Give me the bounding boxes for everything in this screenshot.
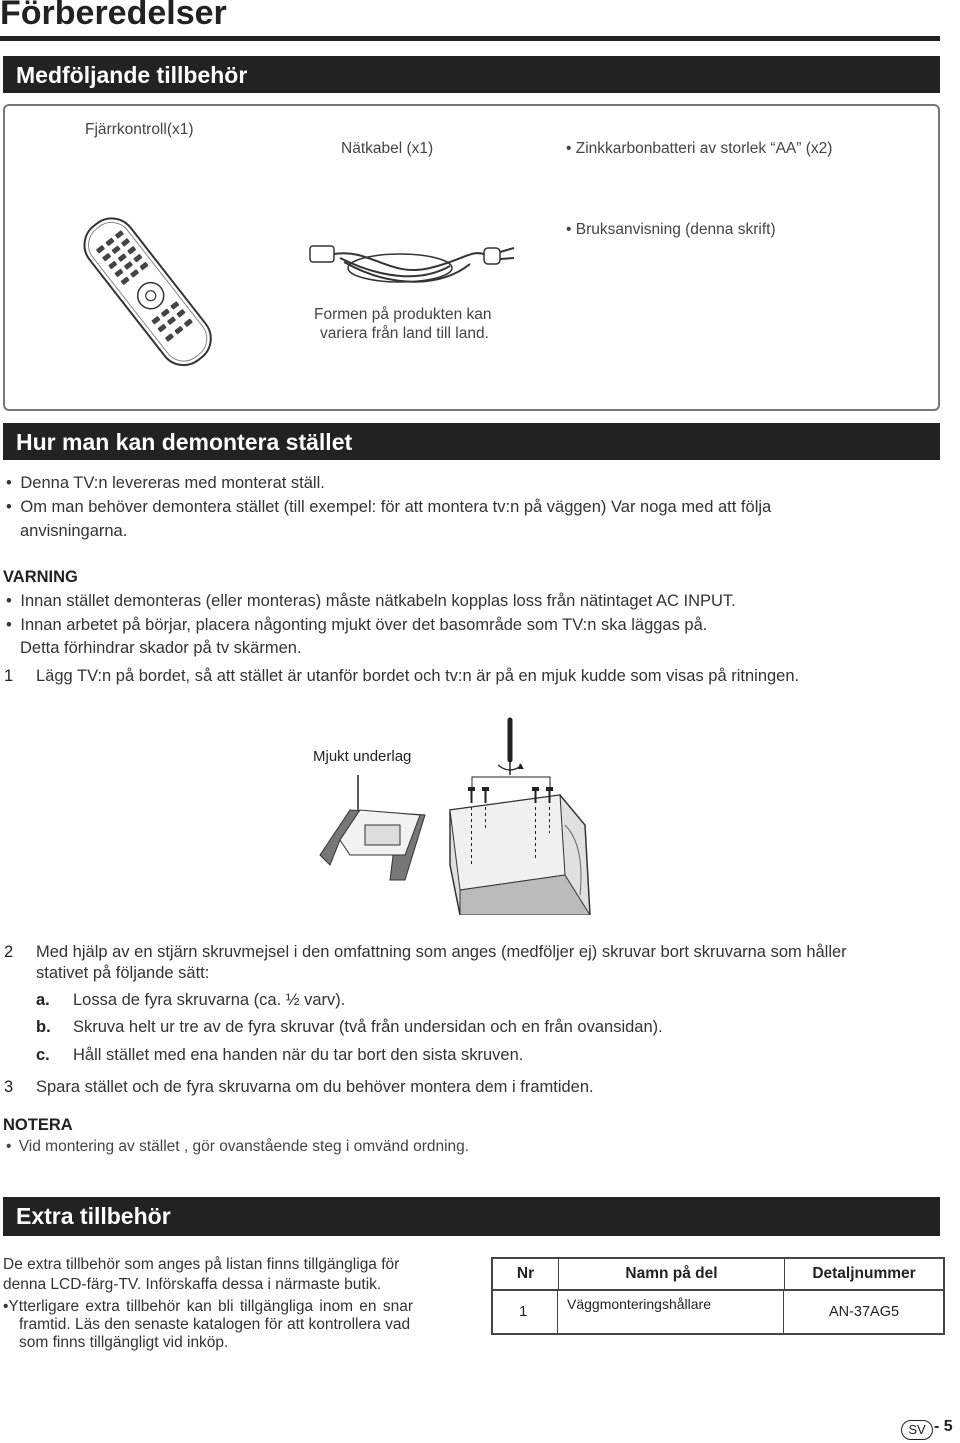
stand-bullet-2: • Om man behöver demontera stället (till exempel: för att montera tv:n på väggen) Var noga med att följa xyxy=(6,498,772,516)
shape-note-line1: Formen på produkten kan xyxy=(314,306,492,323)
battery-item: • Zinkkarbonbatteri av storlek “AA” (x2) xyxy=(566,140,833,157)
extra-bullet-line1: •Ytterligare extra tillbehör kan bli tillgängliga inom en snar xyxy=(3,1298,413,1315)
sub-step-b: Skruva helt ur tre av de fyra skruvar (två från undersidan och en från ovansidan). xyxy=(73,1018,663,1036)
shape-note-line2: variera från land till land. xyxy=(320,325,489,342)
section-heading: Medföljande tillbehör xyxy=(16,62,248,88)
step-number: 1 xyxy=(4,667,14,685)
sub-step-label: b. xyxy=(36,1018,51,1036)
table-header-row xyxy=(493,1259,943,1291)
sub-step-c: Håll stället med ena handen när du tar bort den sista skruven. xyxy=(73,1046,524,1064)
section-heading: Extra tillbehör xyxy=(16,1203,171,1229)
sub-step-label: c. xyxy=(36,1046,50,1064)
title-rule xyxy=(0,36,940,41)
extra-bullet-line2: framtid. Läs den senaste katalogen för att kontrollera vad xyxy=(19,1316,411,1333)
table-header-cell: Namn på del xyxy=(559,1259,785,1289)
warning-title: VARNING xyxy=(3,568,78,586)
section-header-accessories xyxy=(3,56,940,93)
extra-intro-line1: De extra tillbehör som anges på listan finns tillgängliga för xyxy=(3,1256,400,1273)
extra-bullet-line3: som finns tillgängligt vid inköp. xyxy=(19,1334,229,1351)
step-number: 3 xyxy=(4,1078,14,1096)
step-1-text: Lägg TV:n på bordet, så att stället är utanför bordet och tv:n är på en mjuk kudde som visas på ritningen. xyxy=(36,667,800,685)
step-3-text: Spara stället och de fyra skruvarna om du behöver montera dem i framtiden. xyxy=(36,1078,594,1096)
stand-removal-illustration xyxy=(310,715,600,915)
page-title: Förberedelser xyxy=(0,0,227,32)
table-cell: Väggmonteringshållare xyxy=(559,1291,784,1333)
page-number: - 5 xyxy=(934,1418,953,1435)
sub-step-label: a. xyxy=(36,991,50,1009)
sub-step-a: Lossa de fyra skruvarna (ca. ½ varv). xyxy=(73,991,346,1009)
step-number: 2 xyxy=(4,943,14,961)
language-badge: SV xyxy=(901,1420,933,1440)
warning-item-2: • Innan arbetet på börjar, placera någonting mjukt över det basområde som TV:n ska läggas på. xyxy=(6,616,708,634)
stand-bullet-2-cont: anvisningarna. xyxy=(20,522,128,540)
warning-item-1: • Innan stället demonteras (eller monteras) måste nätkabeln kopplas loss från nätintaget AC INPUT. xyxy=(6,592,736,610)
step-2-text: Med hjälp av en stjärn skruvmejsel i den omfattning som anges (medföljer ej) skruvar bort skruvarna som håller xyxy=(36,943,847,961)
note-title: NOTERA xyxy=(3,1116,73,1134)
warning-item-2-cont: Detta förhindrar skador på tv skärmen. xyxy=(20,639,302,657)
table-row xyxy=(493,1291,943,1333)
cable-label: Nätkabel (x1) xyxy=(341,140,434,157)
table-header-cell: Nr xyxy=(493,1259,559,1289)
section-header-stand xyxy=(3,423,940,460)
power-cable-illustration xyxy=(300,228,520,298)
step-2-text-cont: stativet på följande sätt: xyxy=(36,964,210,982)
manual-item: • Bruksanvisning (denna skrift) xyxy=(566,221,776,238)
table-cell: AN-37AG5 xyxy=(828,1304,900,1320)
remote-label: Fjärrkontroll(x1) xyxy=(85,121,194,138)
table-header-cell: Detaljnummer xyxy=(812,1265,916,1282)
section-header-extra xyxy=(3,1197,940,1236)
extra-intro-line2: denna LCD-färg-TV. Införskaffa dessa i närmaste butik. xyxy=(3,1276,382,1293)
note-item: • Vid montering av stället , gör ovanstående steg i omvänd ordning. xyxy=(6,1138,470,1155)
table-cell: 1 xyxy=(493,1291,558,1333)
parts-table xyxy=(491,1257,945,1335)
soft-base-label: Mjukt underlag xyxy=(313,748,412,765)
remote-control-illustration xyxy=(75,210,215,370)
section-heading: Hur man kan demontera stället xyxy=(16,429,353,455)
stand-bullet-1: • Denna TV:n levereras med monterat ställ. xyxy=(6,474,325,492)
